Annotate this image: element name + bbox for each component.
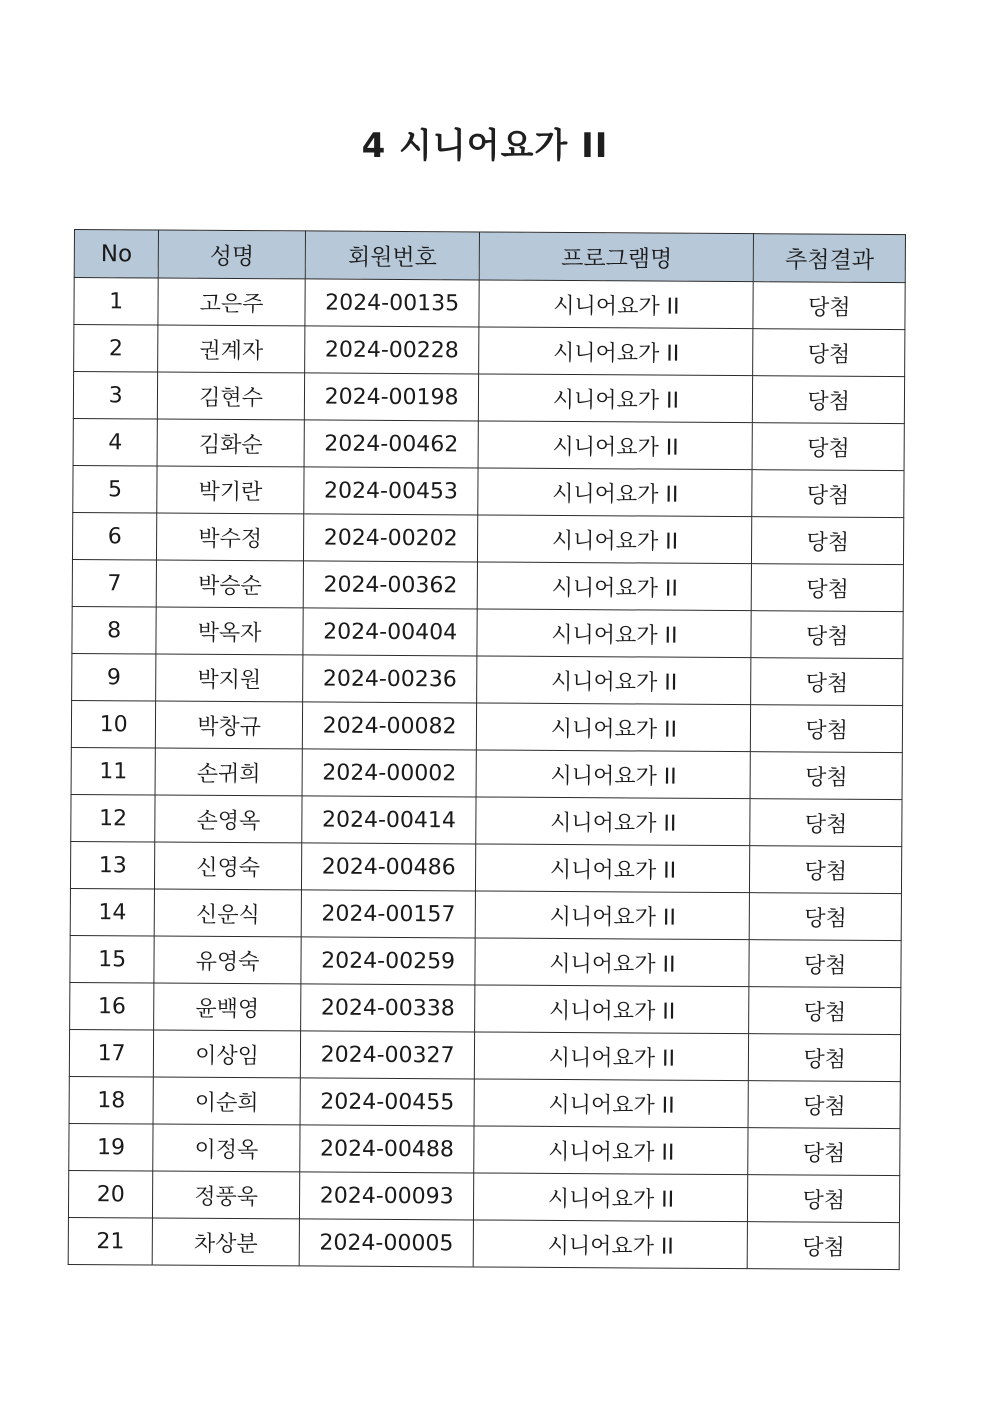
member-name-cell: 신영숙: [155, 842, 302, 890]
member-name-cell: 박수정: [157, 513, 304, 561]
program-name-cell: 시니어요가 II: [477, 609, 751, 658]
member-name-cell: 박기란: [157, 466, 304, 514]
lottery-result-cell: 당첨: [748, 1128, 900, 1176]
table-row: [72, 653, 903, 705]
table-header-row: [74, 230, 905, 283]
member-name-cell: 유영숙: [154, 936, 301, 984]
member-number-cell: 2024-00259: [301, 937, 476, 985]
member-name-cell: 손귀희: [155, 748, 302, 796]
member-number-cell: 2024-00486: [301, 843, 476, 891]
member-number-cell: 2024-00453: [304, 467, 479, 515]
member-number-cell: 2024-00236: [302, 655, 477, 703]
lottery-result-cell: 당첨: [748, 1081, 900, 1129]
member-name-cell: 고은주: [158, 278, 305, 326]
program-name-cell: 시니어요가 II: [476, 750, 750, 799]
lottery-result-cell: 당첨: [750, 846, 902, 894]
member-number-cell: 2024-00414: [302, 796, 477, 844]
program-name-cell: 시니어요가 II: [478, 562, 752, 611]
row-number-cell: 10: [71, 700, 156, 748]
lottery-result-cell: 당첨: [748, 1222, 900, 1270]
row-number-cell: 6: [72, 512, 157, 560]
member-name-cell: 윤백영: [154, 983, 301, 1031]
table-row: [71, 747, 902, 799]
program-name-cell: 시니어요가 II: [477, 703, 751, 752]
row-number-cell: 7: [72, 559, 157, 607]
lottery-result-cell: 당첨: [751, 705, 903, 753]
lottery-result-cell: 당첨: [750, 752, 902, 800]
table-row: [73, 372, 904, 424]
member-name-cell: 이상임: [154, 1030, 301, 1078]
member-number-cell: 2024-00002: [302, 749, 477, 797]
lottery-result-cell: 당첨: [752, 517, 904, 565]
table-row: [70, 982, 901, 1034]
member-name-cell: 권계자: [158, 325, 305, 373]
row-number-cell: 21: [68, 1217, 153, 1265]
table-row: [70, 888, 901, 940]
lottery-result-cell: 당첨: [748, 1175, 900, 1223]
lottery-result-cell: 당첨: [750, 893, 902, 941]
table-row: [70, 841, 901, 893]
table-row: [71, 794, 902, 846]
program-name-cell: 시니어요가 II: [479, 327, 753, 376]
table-row: [69, 1029, 900, 1081]
table-row: [72, 559, 903, 611]
lottery-result-cell: 당첨: [753, 282, 905, 330]
program-name-cell: 시니어요가 II: [478, 515, 752, 564]
member-name-cell: 박창규: [156, 701, 303, 749]
row-number-cell: 16: [70, 982, 155, 1030]
member-name-cell: 김화순: [157, 419, 304, 467]
member-number-cell: 2024-00327: [300, 1031, 475, 1079]
program-name-cell: 시니어요가 II: [476, 844, 750, 893]
row-number-cell: 18: [69, 1076, 154, 1124]
member-number-cell: 2024-00157: [301, 890, 476, 938]
lottery-results-table: [68, 229, 906, 1270]
member-number-cell: 2024-00198: [304, 373, 479, 421]
lottery-result-cell: 당첨: [751, 658, 903, 706]
member-name-cell: 신운식: [154, 889, 301, 937]
program-name-cell: 시니어요가 II: [476, 891, 750, 940]
member-name-cell: 김현수: [158, 372, 305, 420]
program-name-cell: 시니어요가 II: [475, 938, 749, 987]
header-no: No: [74, 230, 159, 279]
row-number-cell: 11: [71, 747, 156, 795]
row-number-cell: 17: [69, 1029, 154, 1077]
table-row: [74, 325, 905, 377]
member-number-cell: 2024-00093: [299, 1172, 474, 1220]
table-body: [68, 278, 905, 1270]
program-name-cell: 시니어요가 II: [474, 1220, 748, 1269]
row-number-cell: 3: [73, 372, 158, 420]
row-number-cell: 14: [70, 888, 155, 936]
member-name-cell: 이순희: [153, 1077, 300, 1125]
row-number-cell: 8: [72, 606, 157, 654]
table-row: [70, 935, 901, 987]
lottery-result-cell: 당첨: [749, 987, 901, 1035]
table-row: [68, 1170, 899, 1222]
member-number-cell: 2024-00202: [303, 514, 478, 562]
row-number-cell: 1: [74, 278, 159, 326]
lottery-result-cell: 당첨: [750, 799, 902, 847]
lottery-result-cell: 당첨: [749, 1034, 901, 1082]
page-title: 4 시니어요가 II: [361, 126, 609, 166]
header-member-number: 회원번호: [305, 231, 480, 280]
row-number-cell: 20: [68, 1170, 153, 1218]
member-number-cell: 2024-00338: [300, 984, 475, 1032]
table-row: [72, 512, 903, 564]
program-name-cell: 시니어요가 II: [479, 374, 753, 423]
row-number-cell: 15: [70, 935, 155, 983]
member-number-cell: 2024-00228: [304, 326, 479, 374]
program-name-cell: 시니어요가 II: [474, 1079, 748, 1128]
table-row: [74, 278, 905, 330]
member-number-cell: 2024-00135: [305, 279, 480, 327]
row-number-cell: 2: [74, 325, 159, 373]
row-number-cell: 5: [73, 465, 158, 513]
member-number-cell: 2024-00005: [299, 1219, 474, 1267]
lottery-result-cell: 당첨: [751, 611, 903, 659]
program-name-cell: 시니어요가 II: [474, 1173, 748, 1222]
member-name-cell: 박옥자: [156, 607, 303, 655]
member-number-cell: 2024-00404: [303, 608, 478, 656]
lottery-result-cell: 당첨: [753, 376, 905, 424]
program-name-cell: 시니어요가 II: [474, 1126, 748, 1175]
table-row: [69, 1076, 900, 1128]
program-name-cell: 시니어요가 II: [478, 468, 752, 517]
lottery-result-cell: 당첨: [752, 564, 904, 612]
member-name-cell: 차상분: [152, 1218, 299, 1266]
program-name-cell: 시니어요가 II: [479, 280, 753, 329]
member-number-cell: 2024-00455: [300, 1078, 475, 1126]
program-name-cell: 시니어요가 II: [475, 1032, 749, 1081]
lottery-result-cell: 당첨: [753, 329, 905, 377]
program-name-cell: 시니어요가 II: [478, 421, 752, 470]
program-name-cell: 시니어요가 II: [475, 985, 749, 1034]
table-row: [73, 418, 904, 470]
header-name: 성명: [158, 230, 305, 279]
table-row: [73, 465, 904, 517]
lottery-result-cell: 당첨: [752, 423, 904, 471]
member-name-cell: 이정옥: [153, 1124, 300, 1172]
table-row: [71, 700, 902, 752]
table-header: [74, 230, 905, 283]
member-name-cell: 박지원: [156, 654, 303, 702]
header-lottery-result: 추첨결과: [754, 234, 906, 283]
table-row: [69, 1123, 900, 1175]
lottery-result-cell: 당첨: [752, 470, 904, 518]
program-name-cell: 시니어요가 II: [477, 656, 751, 705]
table-row: [68, 1217, 899, 1269]
member-name-cell: 정풍욱: [153, 1171, 300, 1219]
lottery-result-cell: 당첨: [749, 940, 901, 988]
row-number-cell: 13: [70, 841, 155, 889]
member-number-cell: 2024-00082: [302, 702, 477, 750]
member-name-cell: 손영옥: [155, 795, 302, 843]
header-program-name: 프로그램명: [480, 232, 754, 282]
row-number-cell: 4: [73, 418, 158, 466]
program-name-cell: 시니어요가 II: [476, 797, 750, 846]
member-number-cell: 2024-00488: [300, 1125, 475, 1173]
table-row: [72, 606, 903, 658]
member-number-cell: 2024-00362: [303, 561, 478, 609]
member-name-cell: 박승순: [156, 560, 303, 608]
row-number-cell: 12: [71, 794, 156, 842]
row-number-cell: 19: [69, 1123, 154, 1171]
member-number-cell: 2024-00462: [304, 420, 479, 468]
row-number-cell: 9: [72, 653, 157, 701]
